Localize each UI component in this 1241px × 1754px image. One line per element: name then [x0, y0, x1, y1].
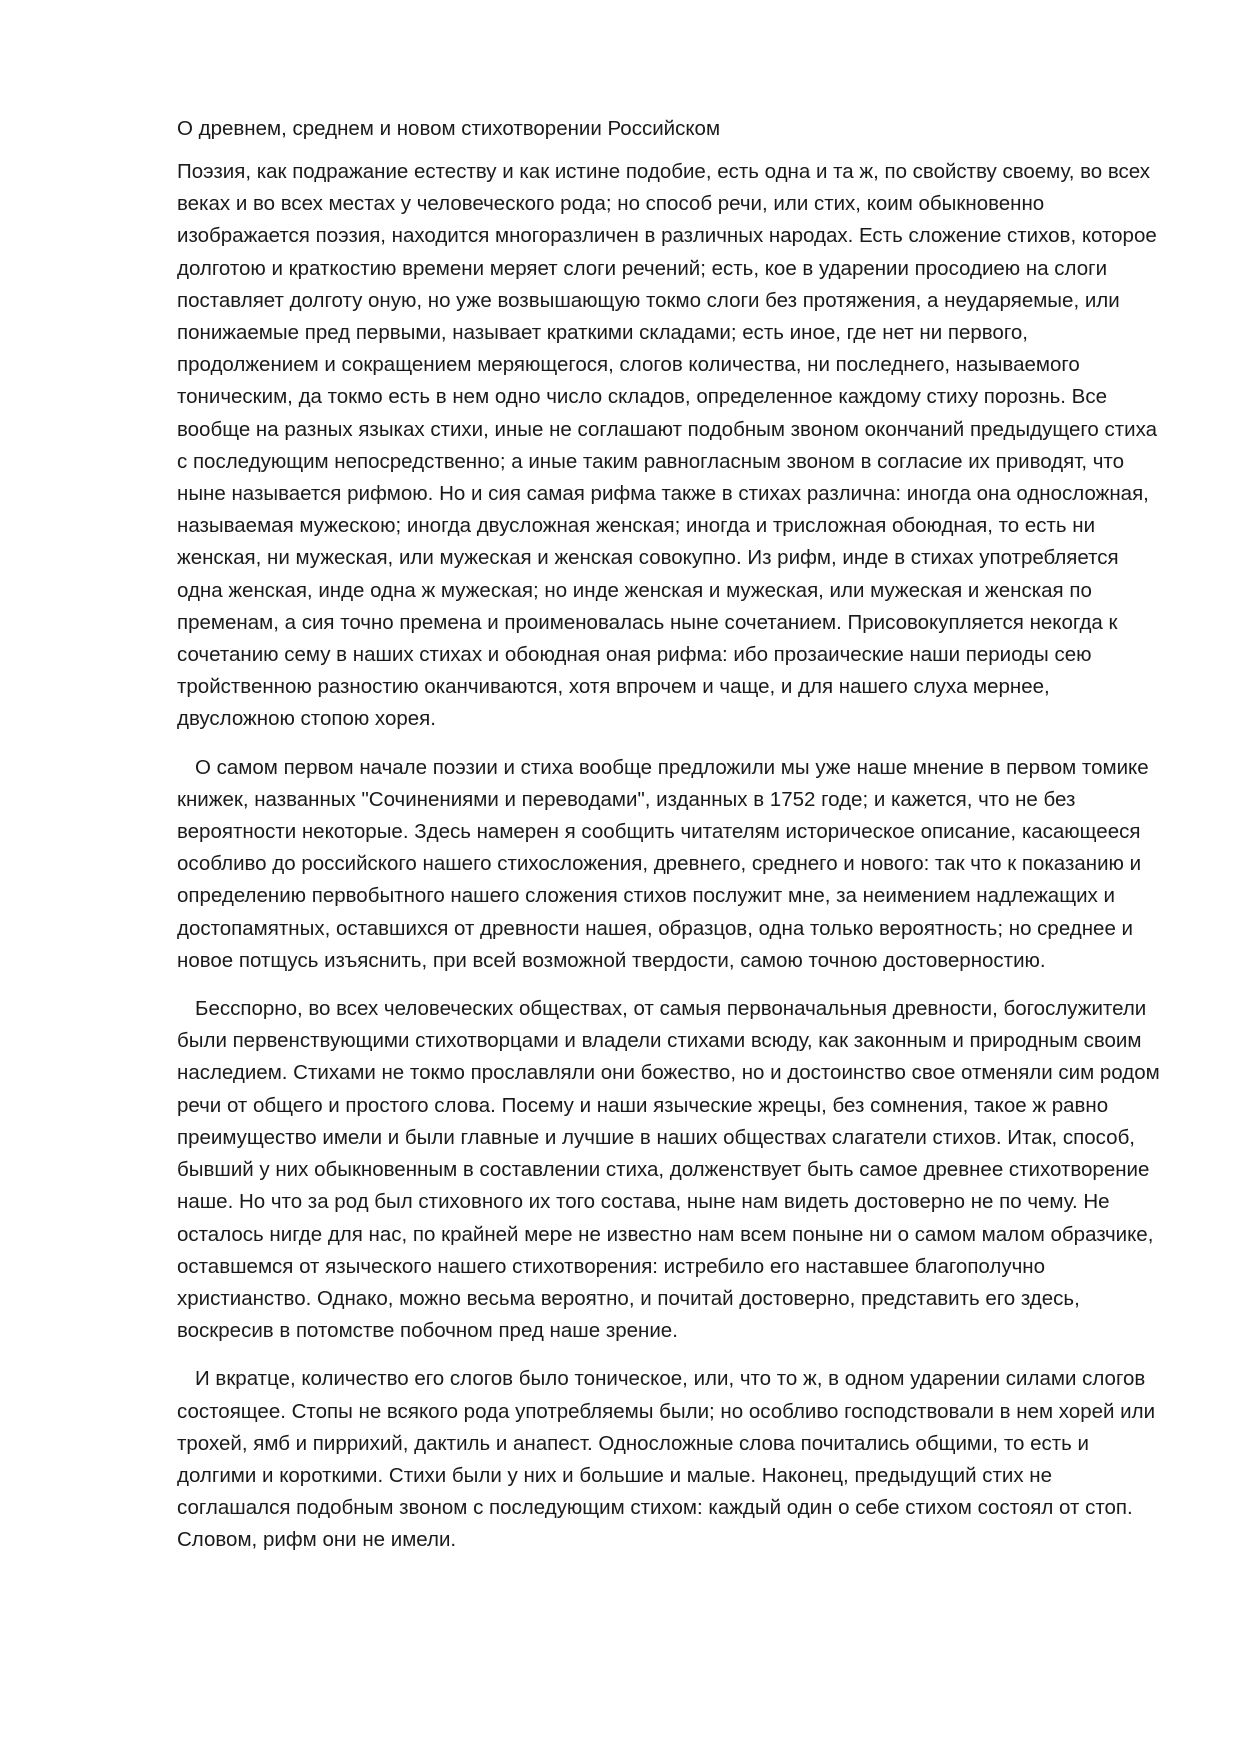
- document-body: [177, 113, 1167, 1573]
- paragraph-4: И вкратце, количество его слогов было тоническое, или, что то ж, в одном ударении силами слогов состоящее. Стопы не всякого рода употребляемы были; но особливо господствовали в нем хорей или трохей, ямб и пиррихий, дактиль и анапест. Односложные слова почитались общими, то есть и долгими и короткими. Стихи были у них и большие и малые. Наконец, предыдущий стих не соглашался подобным звоном с последующим стихом: каждый один о себе стихом состоял от стоп. Словом, рифм они не имели.: [177, 1367, 1156, 1552]
- paragraph-3: Бесспорно, во всех человеческих обществах, от самыя первоначальныя древности, богослужители были первенствующими стихотворцами и владели стихами всюду, как законным и природным своим наследием. Стихами не токмо прославляли они божество, но и достоинство свое отменяли сим родом речи от общего и простого слова. Посему и наши языческие жрецы, без сомнения, такое ж равно преимущество имели и были главные и лучшие в наших обществах слагатели стихов. Итак, способ, бывший у них обыкновенным в составлении стиха, долженствует быть самое древнее стихотворение наше. Но что за род был стиховного их того состава, ныне нам видеть достоверно не по чему. Не осталось нигде для нас, по крайней мере не известно нам всем поныне ни о самом малом образчике, оставшемся от языческого нашего стихотворения: истребило его наставшее благополучно христианство. Однако, можно весьма вероятно, и почитай достоверно, представить его здесь, воскресив в потомстве побочном пред наше зрение.: [177, 997, 1160, 1343]
- document-title: О древнем, среднем и новом стихотворении Российском: [177, 117, 721, 140]
- paragraph-1: Поэзия, как подражание естеству и как истине подобие, есть одна и та ж, по свойству своему, во всех веках и во всех местах у человеческого рода; но способ речи, или стих, коим обыкновенно изображается поэзия, находится многоразличен в различных народах. Есть сложение стихов, которое долготою и краткостию времени меряет слоги речений; есть, кое в ударении просодиею на слоги поставляет долготу оную, но уже возвышающую токмо слоги без протяжения, а неударяемые, или понижаемые пред первыми, называет краткими складами; есть иное, где нет ни первого, продолжением и сокращением меряющегося, слогов количества, ни последнего, называемого тоническим, да токмо есть в нем одно число складов, определенное каждому стиху порознь. Все вообще на разных языках стихи, иные не соглашают подобным звоном окончаний предыдущего стиха с последующим непосредственно; а иные таким равногласным звоном в согласие их приводят, что ныне называется рифмою. Но и сия самая рифма также в стихах различна: иногда она односложная, называемая мужескою; иногда двусложная женская; иногда и трисложная обоюдная, то есть ни женская, ни мужеская, или мужеская и женская совокупно. Из рифм, инде в стихах употребляется одна женская, инде одна ж мужеская; но инде женская и мужеская, или мужеская и женская по пременам, а сия точно премена и проименовалась ныне сочетанием. Присовокупляется некогда к сочетанию сему в наших стихах и обоюдная оная рифма: ибо прозаические наши периоды сею тройственною разностию оканчиваются, хотя впрочем и чаще, и для нашего слуха мернее, двусложною стопою хорея.: [177, 160, 1157, 731]
- paragraph-2: О самом первом начале поэзии и стиха вообще предложили мы уже наше мнение в первом томике книжек, названных "Сочинениями и переводами", изданных в 1752 годе; и кажется, что не без вероятности некоторые. Здесь намерен я сообщить читателям историческое описание, касающееся особливо до российского нашего стихосложения, древнего, среднего и нового: так что к показанию и определению первобытного нашего сложения стихов послужит мне, за неимением надлежащих и достопамятных, оставшихся от древности нашея, образцов, одна только вероятность; но среднее и новое потщусь изъяснить, при всей возможной твердости, самою точною достоверностию.: [177, 755, 1149, 972]
